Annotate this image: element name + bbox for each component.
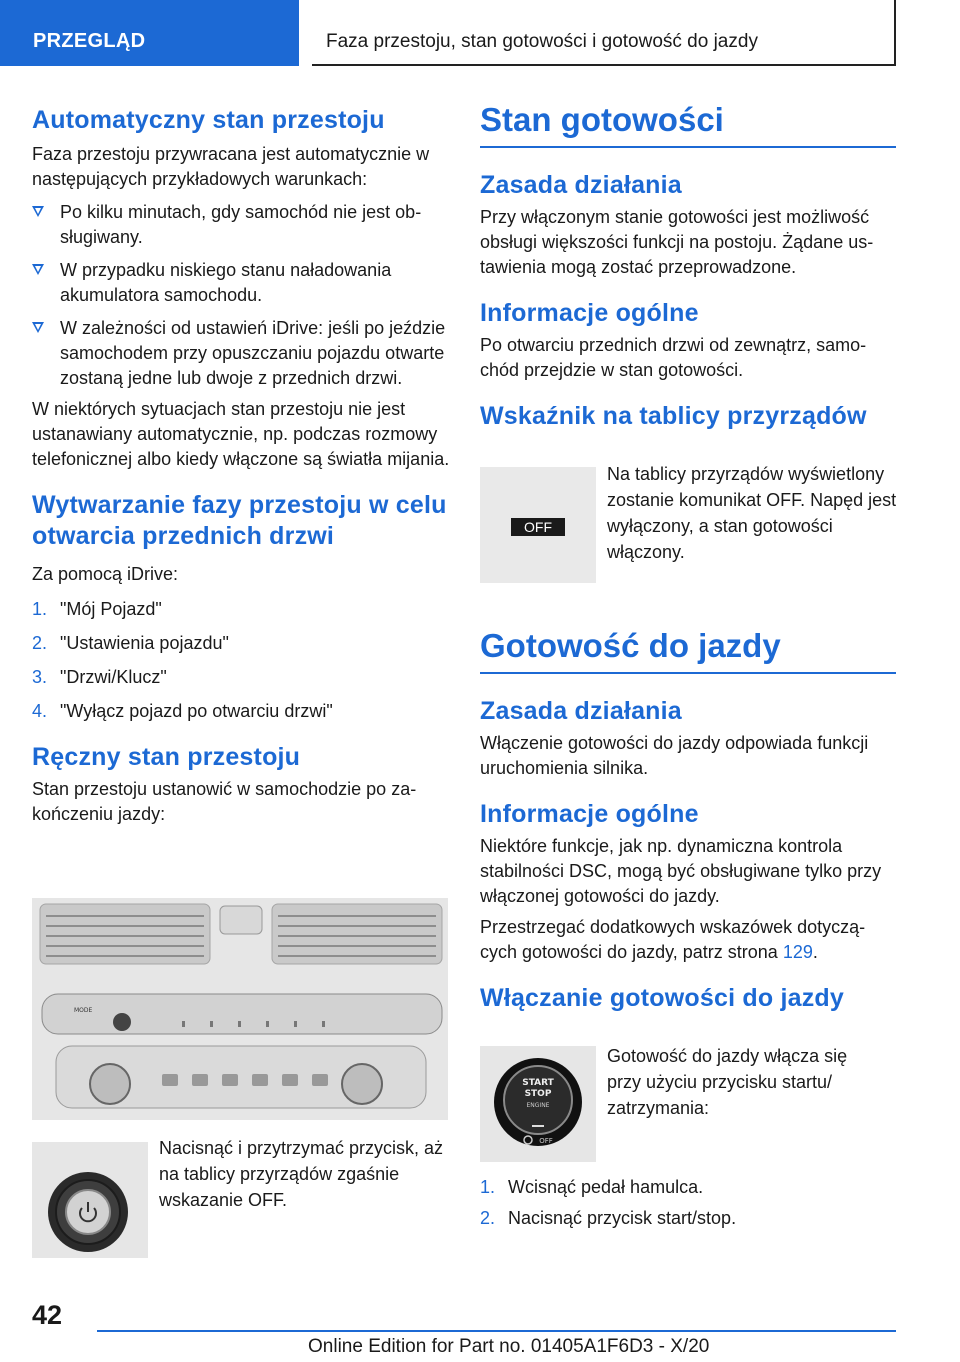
start-label: START	[522, 1078, 554, 1088]
list-item: W przypadku niskiego stanu naładowania akumulatora samochodu.	[32, 258, 450, 308]
auto-standby-note: W niektórych sytuacjach stan przestoju nie jest ustanawiany automatycznie, np. podczas rozmowy telefonicznej albo kiedy włączone są światła mijania.	[32, 399, 450, 469]
standby-general-text: Po otwarciu przednich drzwi od zewnątrz, samochód przejdzie w stan gotowości.	[480, 335, 867, 380]
drive-on-heading: Włączanie gotowości do jazdy	[480, 984, 844, 1012]
start-stop-illustration	[480, 1046, 596, 1162]
manual-standby-intro: Stan przestoju ustanowić w samochodzie po zakończeniu jazdy:	[32, 779, 417, 824]
door-standby-intro: Za pomocą iDrive:	[32, 564, 179, 584]
list-item: 2. "Ustawienia pojazdu"	[32, 633, 229, 653]
standby-general-heading: Informacje ogólne	[480, 299, 699, 327]
standby-indicator-heading: Wskaźnik na tablicy przyrządów	[480, 402, 867, 430]
center-console-image	[32, 898, 448, 1120]
page-number: 42	[32, 1300, 63, 1330]
off-indicator-image	[480, 467, 596, 583]
idrive-steps	[32, 597, 450, 724]
triangle-bullet-icon	[32, 322, 44, 333]
start-stop-button-image	[480, 1046, 596, 1162]
press-hold-instruction: Nacisnąć i przytrzymać przycisk, aż na tablicy przyrządów zgaśnie wskazanie OFF.	[159, 1138, 444, 1210]
list-item: 4. "Wyłącz pojazd po otwarciu drzwi"	[32, 701, 333, 721]
chapter-header	[312, 0, 896, 66]
mode-label: MODE	[74, 1007, 93, 1014]
stop-label: STOP	[524, 1089, 552, 1099]
triangle-bullet-icon	[32, 264, 44, 275]
off-badge: OFF	[511, 518, 565, 536]
standby-indicator-text: Na tablicy przyrządów wyświetlony zostanie komunikat OFF. Napęd jest wyłączony, a stan gotowości włączony.	[607, 464, 897, 562]
drive-principle-heading: Zasada działania	[480, 697, 682, 725]
auto-standby-heading: Automatyczny stan przestoju	[32, 106, 385, 134]
section-tab	[0, 0, 299, 66]
center-console-illustration	[32, 898, 448, 1120]
list-item: 3. "Drzwi/Klucz"	[32, 667, 167, 687]
drive-readiness-heading: Gotowość do jazdy	[480, 626, 896, 674]
list-item: 1. "Mój Pojazd"	[32, 599, 162, 619]
standby-heading: Stan gotowości	[480, 100, 896, 148]
list-item: 2. Nacisnąć przycisk start/stop.	[480, 1208, 737, 1228]
left-column	[32, 100, 450, 827]
triangle-bullet-icon	[32, 206, 44, 217]
list-item: 1. Wcisnąć pedał hamulca.	[480, 1177, 704, 1197]
door-standby-heading: Wytwarzanie fazy przestoju w celu otwarcia przednich drzwi	[32, 491, 447, 550]
power-knob-image	[32, 1142, 148, 1258]
standby-principle-text: Przy włączonym stanie gotowości jest możliwość obsługi większości funkcji na postoju. Żądane ustawienia mogą zostać przeprowadzone.	[480, 207, 874, 277]
drive-principle-text: Włączenie gotowości do jazdy odpowiada funkcji uruchomienia silnika.	[480, 733, 869, 778]
drive-general-text: Niektóre funkcje, jak np. dynamiczna kontrola stabilności DSC, mogą być obsługiwane tylko przy włączonej gotowości do jazdy.	[480, 836, 882, 906]
drive-readiness-section	[480, 626, 896, 1014]
right-column	[480, 100, 896, 432]
chapter-title: Faza przestoju, stan gotowości i gotowość do jazdy	[326, 31, 758, 52]
drive-on-text: Gotowość do jazdy włącza się przy użyciu przycisku startu/ zatrzymania:	[607, 1046, 848, 1118]
footer-divider	[97, 1330, 896, 1332]
drive-note: Przestrzegać dodatkowych wskazówek dotyczących gotowości do jazdy, patrz strona 129.	[480, 917, 866, 962]
off-label: OFF	[539, 1137, 553, 1145]
page-reference-link[interactable]: 129	[782, 942, 813, 962]
standby-principle-heading: Zasada działania	[480, 171, 682, 199]
engine-label: ENGINE	[526, 1102, 550, 1109]
edition-info: Online Edition for Part no. 01405A1F6D3 - X/20	[308, 1336, 710, 1357]
manual-standby-heading: Ręczny stan przestoju	[32, 743, 301, 771]
list-item: Po kilku minutach, gdy samochód nie jest obsługiwany.	[32, 200, 450, 250]
auto-standby-intro: Faza przestoju przywracana jest automatycznie w następujących przykładowych warunkach:	[32, 144, 430, 189]
drive-general-heading: Informacje ogólne	[480, 800, 699, 828]
power-knob-illustration	[32, 1142, 148, 1258]
section-tab-label: PRZEGLĄD	[33, 30, 146, 52]
list-item: W zależności od ustawień iDrive: jeśli po jeździe samochodem przy opuszczaniu pojazdu otwarte zostaną jedne lub dwoje z przednich drzwi.	[32, 316, 450, 391]
drive-on-steps	[480, 1175, 896, 1231]
